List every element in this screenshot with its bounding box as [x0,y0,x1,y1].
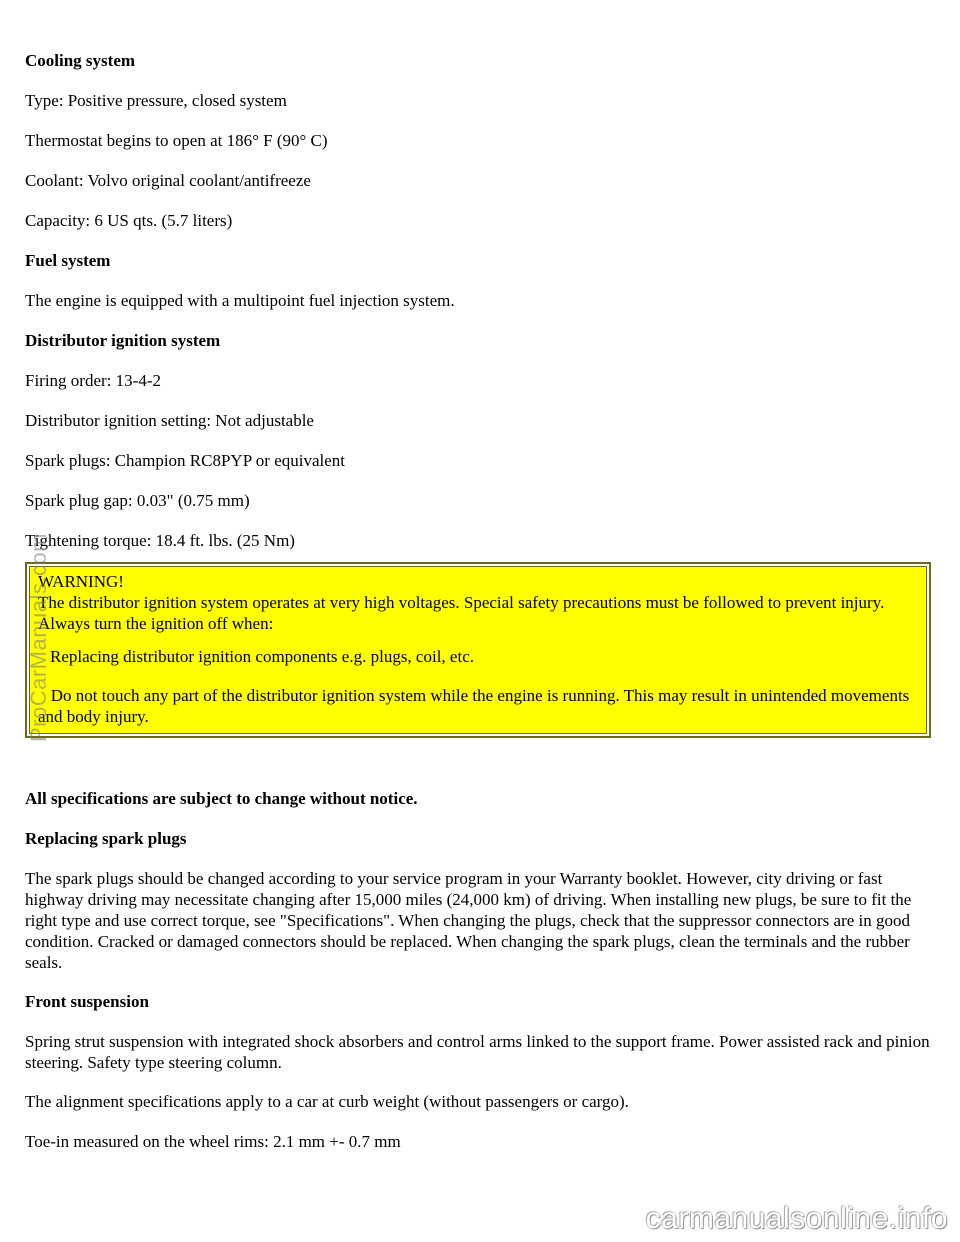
warning-text: The distributor ignition system operates at very high voltages. Special safety precautions must be followed to prevent injury. Always turn the ignition off when: [38,593,885,633]
fuel-heading: Fuel system [25,251,111,270]
front-suspension-text: Spring strut suspension with integrated shock absorbers and control arms linked to the support frame. Power assisted rack and pinion steering. Safety type steering column. [25,1032,930,1072]
front-suspension-heading: Front suspension [25,992,149,1011]
ignition-setting: Distributor ignition setting: Not adjustable [25,411,314,430]
toe-in-text: Toe-in measured on the wheel rims: 2.1 mm +- 0.7 mm [25,1132,401,1151]
warning-bullet-text: Do not touch any part of the distributor ignition system while the engine is running. This may result in unintended movements and body injury. [38,686,910,726]
cooling-type: Type: Positive pressure, closed system [25,91,287,110]
post-warning-section [25,788,935,1153]
alignment-text: The alignment specifications apply to a car at curb weight (without passengers or cargo). [25,1092,629,1111]
ignition-gap: Spark plug gap: 0.03" (0.75 mm) [25,491,250,510]
ignition-spark-plugs: Spark plugs: Champion RC8PYP or equivalent [25,451,346,470]
cooling-coolant: Coolant: Volvo original coolant/antifreeze [25,171,311,190]
warning-panel [29,566,927,734]
ignition-firing-order: Firing order: 13-4-2 [25,371,161,390]
notice-text: All specifications are subject to change without notice. [25,789,418,808]
warning-bullet: Replacing distributor ignition components e.g. plugs, coil, etc. [50,647,474,666]
warning-title: WARNING! [38,572,124,591]
spark-replace-heading: Replacing spark plugs [25,829,187,848]
ignition-torque: Tightening torque: 18.4 ft. lbs. (25 Nm) [25,531,295,550]
fuel-text: The engine is equipped with a multipoint fuel injection system. [25,291,455,310]
bottom-watermark: carmanualsonline.info [645,1202,948,1235]
side-watermark [0,512,51,742]
warning-bullet [38,685,918,727]
warning-box [25,562,931,738]
cooling-thermostat: Thermostat begins to open at 186° F (90° C) [25,131,328,150]
cooling-capacity: Capacity: 6 US qts. (5.7 liters) [25,211,233,230]
ignition-heading: Distributor ignition system [25,331,221,350]
spark-replace-text: The spark plugs should be changed according to your service program in your Warranty booklet. However, city driving or fast highway driving may necessitate changing after 15,000 miles (24,000 km) of driving. When installing new plugs, be sure to fit the right type and use correct torque, see "Specifications". When changing the plugs, check that the suppressor connectors are in good condition. Cracked or damaged connectors should be replaced. When changing the spark plugs, clean the terminals and the rubber seals. [25,869,912,972]
side-watermark-text: ProCarManuals.com [26,532,51,742]
document-body [25,50,935,1171]
cooling-heading: Cooling system [25,51,136,70]
